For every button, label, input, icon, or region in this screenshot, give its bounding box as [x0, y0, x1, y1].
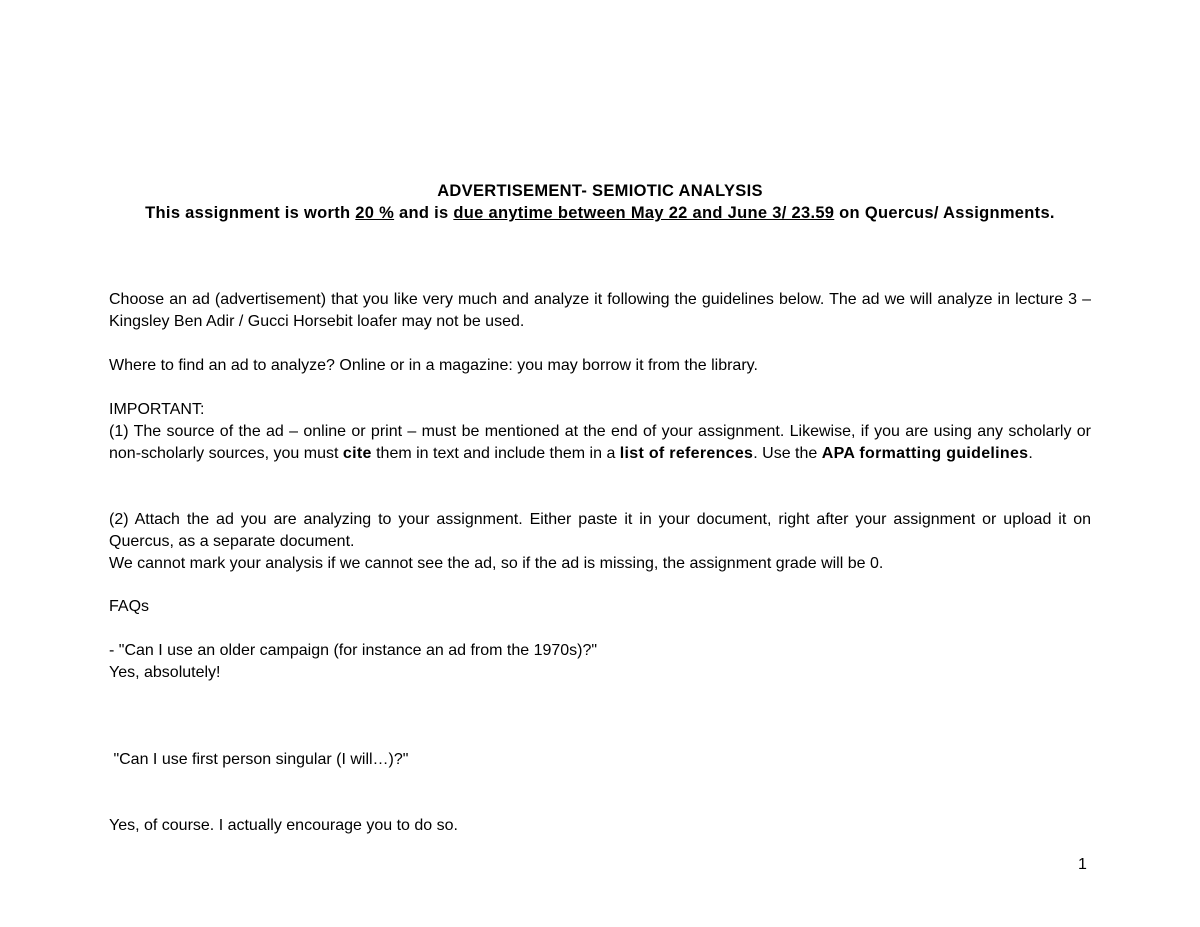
- important-point-2: (2) Attach the ad you are analyzing to your assignment. Either paste it in your document, right after your assignment or upload it on Quercus, as a separate document.: [109, 511, 1091, 550]
- assignment-due-date: due anytime between May 22 and June 3/ 23.59: [453, 204, 835, 222]
- point1-text-d: .: [1028, 445, 1033, 462]
- cite-emphasis: cite: [342, 445, 372, 462]
- faq-answer-1: Yes, absolutely!: [109, 664, 221, 681]
- point1-text-b: them in text and include them in a: [371, 445, 620, 462]
- faq-answer-2: Yes, of course. I actually encourage you to do so.: [109, 817, 458, 834]
- subheading-suffix: on Quercus/ Assignments.: [834, 204, 1055, 222]
- important-section: [109, 399, 1091, 465]
- assignment-title-block: [109, 180, 1091, 224]
- faq-question-2: "Can I use first person singular (I will…)?": [109, 751, 409, 768]
- point1-text-a: (1) The source of the ad – online or print – must be mentioned at the end of your assignment. Likewise, if you are using any scholarly or non-scholarly sources, you must: [109, 423, 1091, 462]
- list-of-references-emphasis: list of references: [619, 445, 754, 462]
- faq-item-1: [109, 640, 1091, 684]
- page-number: 1: [1078, 856, 1087, 873]
- missing-ad-warning: We cannot mark your analysis if we cannot see the ad, so if the ad is missing, the assignment grade will be 0.: [109, 555, 884, 572]
- faq-item-2: [109, 705, 1091, 881]
- assignment-worth: 20 %: [355, 204, 395, 222]
- assignment-subheading: [109, 202, 1091, 224]
- attach-ad-section: [109, 509, 1091, 575]
- faqs-heading: FAQs: [109, 598, 150, 615]
- where-to-find-paragraph: Where to find an ad to analyze? Online or in a magazine: you may borrow it from the library.: [109, 357, 758, 374]
- subheading-prefix: This assignment is worth: [145, 204, 356, 222]
- apa-guidelines-emphasis: APA formatting guidelines: [821, 445, 1029, 462]
- important-label: IMPORTANT:: [109, 401, 205, 418]
- important-point-1: [109, 423, 1091, 462]
- subheading-mid: and is: [394, 204, 454, 222]
- choose-ad-paragraph: Choose an ad (advertisement) that you like very much and analyze it following the guidelines below. The ad we will analyze in lecture 3 – Kingsley Ben Adir / Gucci Horsebit loafer may not be used.: [109, 291, 1091, 330]
- assignment-heading: ADVERTISEMENT- SEMIOTIC ANALYSIS: [437, 182, 763, 200]
- point1-text-c: . Use the: [753, 445, 822, 462]
- faq-question-1: - "Can I use an older campaign (for instance an ad from the 1970s)?": [109, 642, 598, 659]
